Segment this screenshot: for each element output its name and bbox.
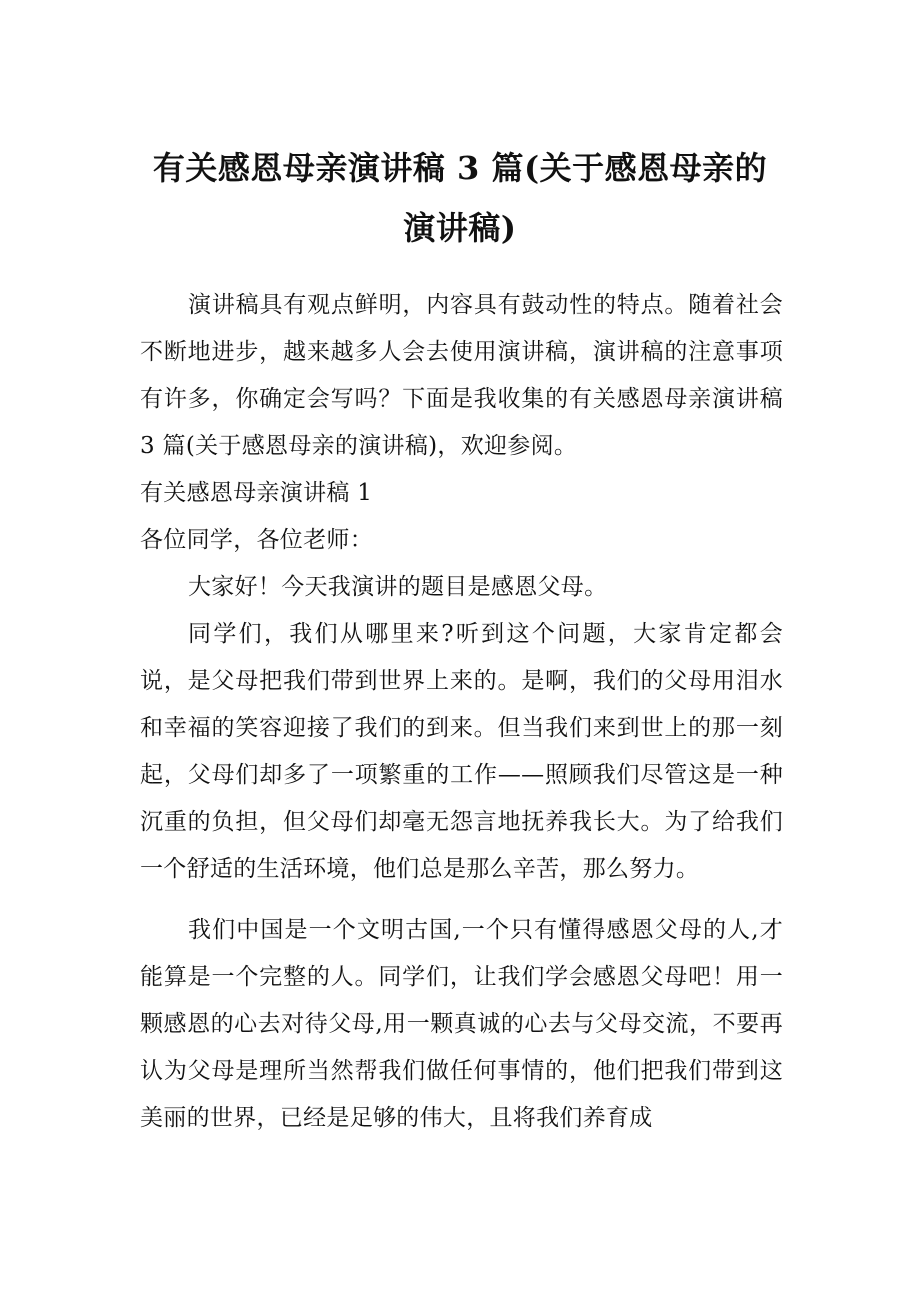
- section-heading: 有关感恩母亲演讲稿 1: [140, 480, 373, 506]
- title-line-1: 有关感恩母亲演讲稿 3 篇(关于感恩母亲的: [152, 149, 768, 187]
- document-body: [140, 282, 783, 1142]
- intro-paragraph: 演讲稿具有观点鲜明，内容具有鼓动性的特点。随着社会不断地进步，越来越多人会去使用演讲稿，演讲稿的注意事项有许多，你确定会写吗？下面是我收集的有关感恩母亲演讲稿 3 篇(关于感恩母亲的演讲稿)，欢迎参阅。: [140, 292, 783, 459]
- greeting-paragraph: 大家好！今天我演讲的题目是感恩父母。: [188, 574, 608, 600]
- body-paragraph: 同学们，我们从哪里来?听到这个问题，大家肯定都会说，是父母把我们带到世界上来的。是啊，我们的父母用泪水和幸福的笑容迎接了我们的到来。但当我们来到世上的那一刻起，父母们却多了一项繁重的工作——照顾我们尽管这是一种沉重的负担，但父母们却毫无怨言地抚养我长大。为了给我们一个舒适的生活环境，他们总是那么辛苦，那么努力。: [140, 621, 783, 882]
- page-title: [120, 138, 800, 258]
- salutation: 各位同学，各位老师：: [140, 527, 373, 553]
- body-paragraph: 我们中国是一个文明古国,一个只有懂得感恩父母的人,才能算是一个完整的人。同学们，让我们学会感恩父母吧！用一颗感恩的心去对待父母,用一颗真诚的心去与父母交流，不要再认为父母是理所当然帮我们做任何事情的，他们把我们带到这美丽的世界，已经是足够的伟大，且将我们养育成: [140, 917, 783, 1131]
- title-line-2: 演讲稿): [403, 209, 517, 247]
